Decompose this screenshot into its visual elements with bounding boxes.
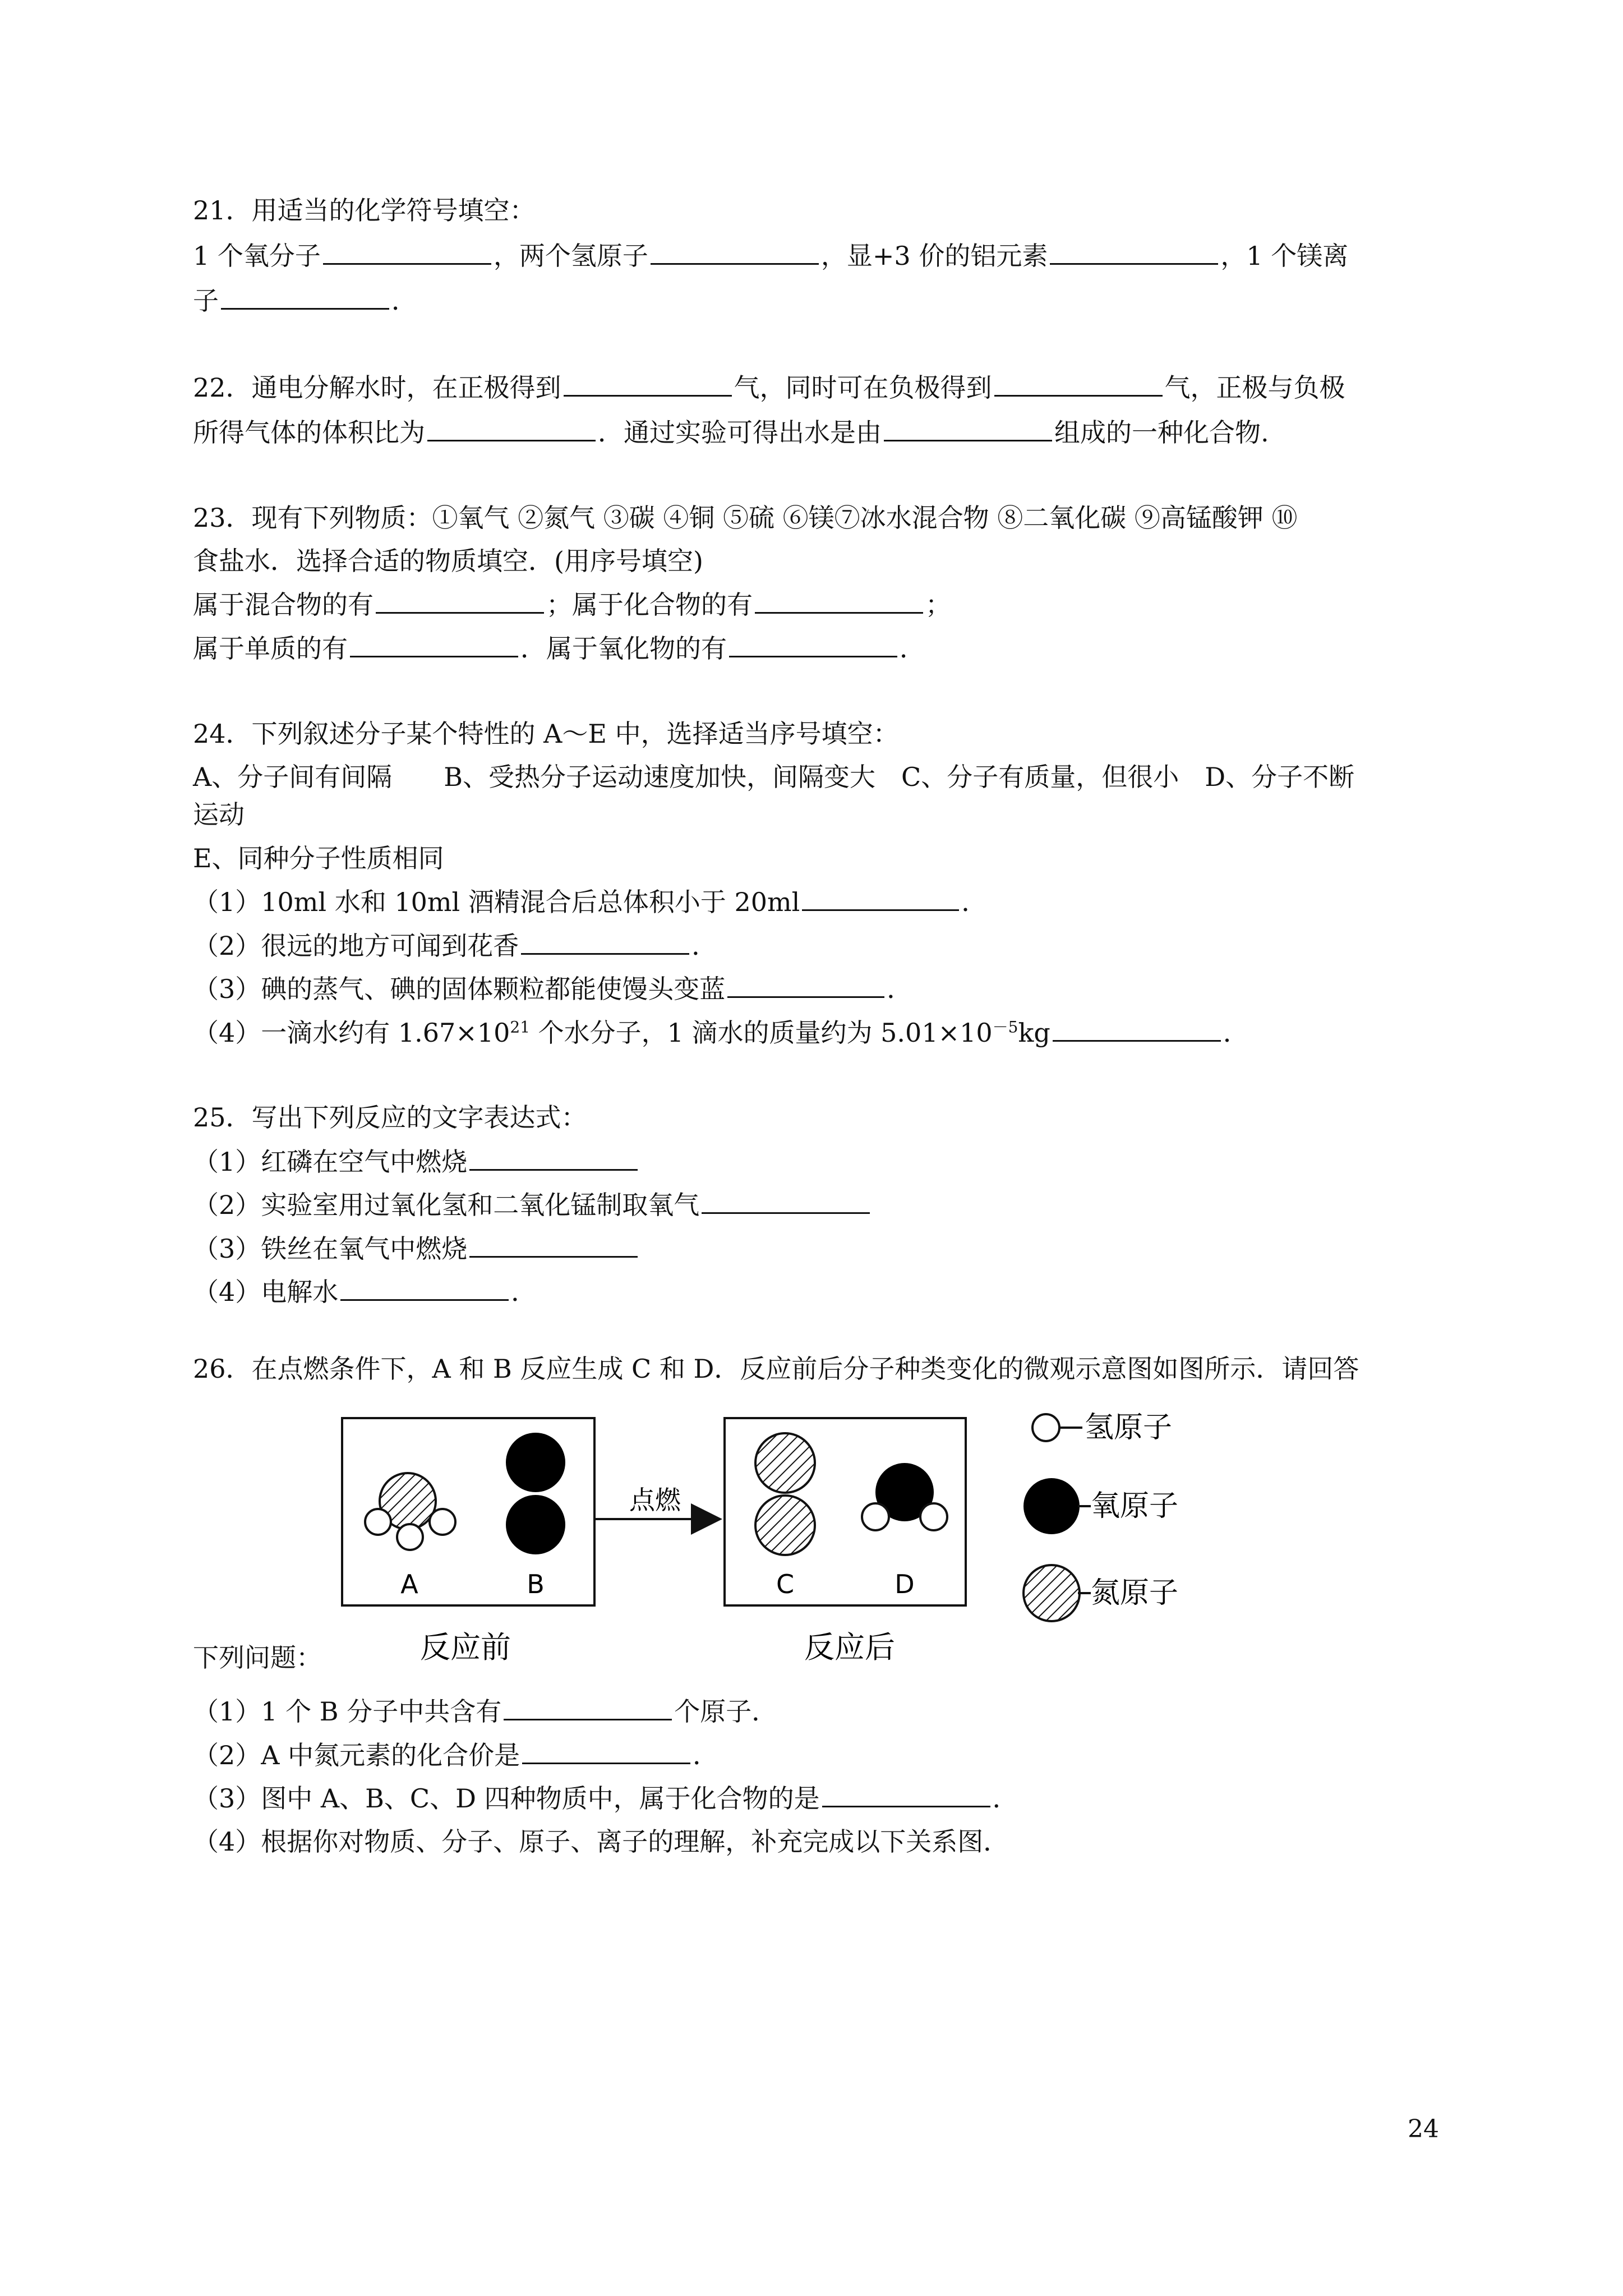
legend-nitrogen xyxy=(1023,1565,1178,1621)
q21-text-c: ，显+3 价的铝元素 xyxy=(820,241,1048,271)
q21-text-f: ． xyxy=(391,286,417,316)
q21-text-a: 1 个氧分子 xyxy=(193,241,321,271)
q26-sub3-end: ． xyxy=(992,1783,1018,1814)
q26-sub1-end: 个原子． xyxy=(674,1696,778,1727)
reaction-diagram xyxy=(336,1408,1492,1677)
q21-line2 xyxy=(193,283,417,318)
q24-sub1-text: （1）10ml 水和 10ml 酒精混合后总体积小于 20ml xyxy=(193,887,800,917)
q26-sub2-end: ． xyxy=(693,1740,719,1770)
q26-sub1-text: （1）1 个 B 分子中共含有 xyxy=(193,1696,502,1727)
q26-sub3 xyxy=(193,1781,1018,1815)
q23-line4 xyxy=(193,631,925,665)
legend-hydrogen-text: 氢原子 xyxy=(1085,1411,1173,1444)
hydrogen-atom-d1 xyxy=(862,1503,889,1530)
q23-line1: 23．现有下列物质：①氧气 ②氮气 ③碳 ④铜 ⑤硫 ⑥镁⑦冰水混合物 ⑧二氧化碳 ⑨高锰酸钾 ⑩ xyxy=(193,503,1298,533)
q23-text-f: ． xyxy=(900,633,925,664)
q26-blank-1[interactable] xyxy=(504,1694,672,1720)
q24-blank-2[interactable] xyxy=(521,928,689,955)
q23-blank-4[interactable] xyxy=(729,631,897,657)
q23-text-e: ．属于氧化物的有 xyxy=(520,633,727,664)
q24-blank-3[interactable] xyxy=(727,972,884,998)
q26-cont: 下列问题： xyxy=(193,1642,322,1673)
label-a: A xyxy=(400,1569,418,1599)
q25-sub4-text: （4）电解水 xyxy=(193,1277,339,1307)
q22-text-d: 所得气体的体积比为 xyxy=(193,417,425,448)
q21-text-e: 子 xyxy=(193,286,219,316)
hydrogen-atom-a3 xyxy=(430,1509,455,1535)
q23-blank-3[interactable] xyxy=(350,631,518,657)
q25-blank-3[interactable] xyxy=(469,1231,638,1258)
q22-text-b: 气，同时可在负极得到 xyxy=(734,372,992,403)
q23-text-a: 属于混合物的有 xyxy=(193,590,374,620)
q24-sub4 xyxy=(193,1015,1249,1050)
q24-sub3-end: ． xyxy=(887,974,913,1004)
q24-sub4-exp2: －5 xyxy=(992,1018,1018,1037)
legend-nitrogen-text: 氮原子 xyxy=(1091,1576,1179,1610)
q22-text-f: 组成的一种化合物. xyxy=(1054,417,1269,448)
q24-title: 24．下列叙述分子某个特性的 A～E 中，选择适当序号填空： xyxy=(193,719,899,749)
q24-sub4-end: ． xyxy=(1223,1018,1249,1048)
q24-sub2-end: ． xyxy=(691,931,718,961)
q21-blank-2[interactable] xyxy=(651,238,819,265)
q25-sub4-end: ． xyxy=(511,1277,537,1307)
q26-intro: 26．在点燃条件下，A 和 B 反应生成 C 和 D．反应前后分子种类变化的微观示意图如图所示．请回答 xyxy=(193,1354,1359,1384)
q26-sub2-text: （2）A 中氮元素的化合价是 xyxy=(193,1740,520,1770)
q22-blank-1[interactable] xyxy=(564,370,732,397)
q23-line2: 食盐水．选择合适的物质填空．(用序号填空) xyxy=(193,546,703,576)
q21-blank-3[interactable] xyxy=(1050,238,1218,265)
molecule-c xyxy=(755,1433,815,1555)
q23-text-b: ；属于化合物的有 xyxy=(546,590,753,620)
q24-sub4-mid: 个水分子，1 滴水的质量约为 5.01×10 xyxy=(530,1018,993,1048)
q25-sub4 xyxy=(193,1274,537,1309)
q26-sub2 xyxy=(193,1738,718,1772)
q25-sub2 xyxy=(193,1188,872,1222)
q25-sub1-text: （1）红磷在空气中燃烧 xyxy=(193,1147,468,1177)
q25-sub2-text: （2）实验室用过氧化氢和二氧化锰制取氧气 xyxy=(193,1190,700,1220)
q25-sub3 xyxy=(193,1231,640,1266)
q24-sub4-pre: （4）一滴水约有 1.67×10 xyxy=(193,1018,510,1048)
q22-line1 xyxy=(193,370,1345,404)
q26-blank-2[interactable] xyxy=(522,1738,690,1764)
q25-sub3-text: （3）铁丝在氧气中燃烧 xyxy=(193,1234,468,1264)
q25-sub1 xyxy=(193,1144,640,1179)
q22-blank-3[interactable] xyxy=(427,415,596,441)
legend-oxygen xyxy=(1023,1478,1178,1534)
q24-sub1-end: ． xyxy=(961,887,988,917)
q24-blank-1[interactable] xyxy=(802,885,959,911)
q22-blank-4[interactable] xyxy=(884,415,1052,441)
molecule-a xyxy=(365,1473,455,1550)
q24-sub1 xyxy=(193,885,987,919)
legend-hydrogen-icon xyxy=(1032,1414,1059,1441)
q21-blank-4[interactable] xyxy=(221,283,389,310)
q24-sub4-post: kg xyxy=(1018,1018,1050,1048)
label-b: B xyxy=(527,1569,545,1599)
q24-sub2 xyxy=(193,928,717,963)
arrow-label: 点燃 xyxy=(629,1485,681,1515)
q23-blank-1[interactable] xyxy=(376,587,544,614)
q26-sub1 xyxy=(193,1694,777,1728)
q24-option-e: E、同种分子性质相同 xyxy=(193,843,444,873)
q24-options-cont: 运动 xyxy=(193,799,245,830)
q25-blank-4[interactable] xyxy=(340,1274,509,1301)
hydrogen-atom-d2 xyxy=(920,1503,947,1530)
q26-sub4: （4）根据你对物质、分子、原子、离子的理解，补充完成以下关系图． xyxy=(193,1826,1009,1857)
label-d: D xyxy=(895,1569,915,1599)
hydrogen-atom-a2 xyxy=(397,1524,423,1550)
q23-text-d: 属于单质的有 xyxy=(193,633,348,664)
after-label: 反应后 xyxy=(804,1630,895,1665)
legend-oxygen-icon xyxy=(1023,1478,1080,1534)
q21-line1 xyxy=(193,238,1348,273)
nitrogen-atom-c2 xyxy=(755,1496,815,1555)
q21-title: 21．用适当的化学符号填空： xyxy=(193,195,536,226)
label-c: C xyxy=(776,1569,795,1599)
q25-blank-2[interactable] xyxy=(702,1188,870,1214)
q24-blank-4[interactable] xyxy=(1053,1015,1221,1042)
q24-sub3 xyxy=(193,972,912,1006)
q21-blank-1[interactable] xyxy=(323,238,491,265)
page-number: 24 xyxy=(1408,2115,1439,2143)
legend-nitrogen-icon xyxy=(1023,1565,1080,1621)
q21-text-b: ，两个氢原子 xyxy=(493,241,648,271)
nitrogen-atom-c1 xyxy=(755,1433,815,1493)
molecule-d xyxy=(862,1463,947,1530)
q22-line2 xyxy=(193,415,1269,449)
before-label: 反应前 xyxy=(420,1630,511,1665)
q24-sub2-text: （2）很远的地方可闻到花香 xyxy=(193,931,519,961)
q22-text-e: ．通过实验可得出水是由 xyxy=(598,417,882,448)
q21-text-d: ，1 个镁离 xyxy=(1220,241,1349,271)
q23-text-c: ； xyxy=(925,590,951,620)
legend-hydrogen xyxy=(1032,1411,1172,1444)
oxygen-atom-b1 xyxy=(506,1433,565,1492)
q22-text-c: 气，正极与负极 xyxy=(1164,372,1345,403)
oxygen-atom-b2 xyxy=(506,1495,565,1554)
q23-line3 xyxy=(193,587,951,622)
q22-text-a: 22．通电分解水时，在正极得到 xyxy=(193,372,561,403)
hydrogen-atom-a1 xyxy=(365,1509,391,1535)
q22-blank-2[interactable] xyxy=(994,370,1163,397)
q26-blank-3[interactable] xyxy=(822,1781,990,1807)
q23-blank-2[interactable] xyxy=(755,587,923,614)
q26-sub3-text: （3）图中 A、B、C、D 四种物质中，属于化合物的是 xyxy=(193,1783,820,1814)
molecule-b xyxy=(506,1433,565,1554)
q25-title: 25．写出下列反应的文字表达式： xyxy=(193,1102,587,1133)
q25-blank-1[interactable] xyxy=(469,1144,638,1171)
q24-options: A、分子间有间隔 B、受热分子运动速度加快，间隔变大 C、分子有质量，但很小 D、分子不断 xyxy=(193,762,1355,792)
legend-oxygen-text: 氧原子 xyxy=(1091,1489,1179,1523)
q24-sub3-text: （3）碘的蒸气、碘的固体颗粒都能使馒头变蓝 xyxy=(193,974,726,1004)
q24-sub4-exp1: 21 xyxy=(510,1018,531,1037)
